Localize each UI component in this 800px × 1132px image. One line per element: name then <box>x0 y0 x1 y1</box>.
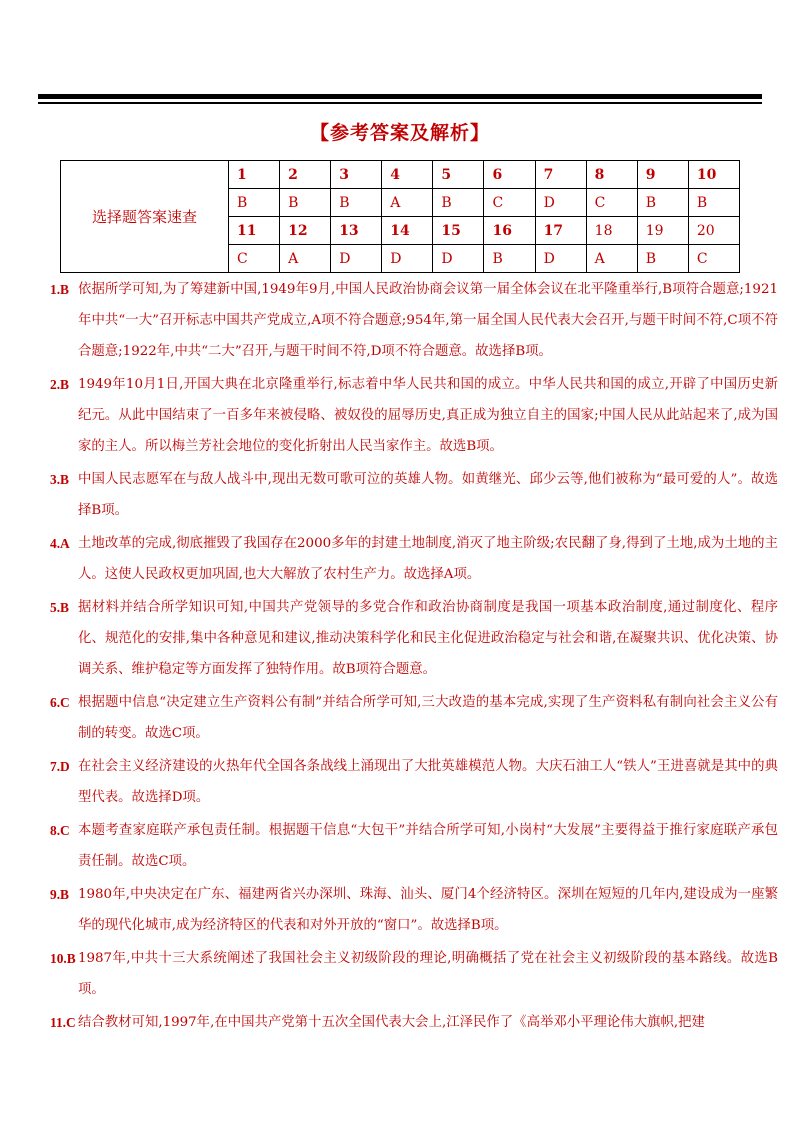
question-number: 16 <box>484 217 535 245</box>
explanation-item <box>50 751 778 813</box>
answer-table <box>60 160 740 273</box>
explanation-item <box>50 274 778 367</box>
answer-cell: B <box>280 189 331 217</box>
answer-cell: C <box>484 189 535 217</box>
explanation-number: 2.B <box>50 377 69 392</box>
explanation-number: 5.B <box>50 600 69 615</box>
answer-cell: D <box>382 245 433 273</box>
answer-table-row <box>61 161 740 189</box>
explanation-number: 4.A <box>50 536 70 551</box>
explanation-list <box>50 272 778 1038</box>
explanation-item <box>50 528 778 590</box>
question-number: 17 <box>535 217 586 245</box>
header-rule-thick <box>38 94 762 99</box>
explanation-text: 根据题中信息“决定建立生产资料公有制”并结合所学可知,三大改造的基本完成,实现了生产资料私有制向社会主义公有制的转变。故选C项。 <box>78 695 778 741</box>
explanation-text: 本题考查家庭联产承包责任制。根据题干信息“大包干”并结合所学可知,小岗村“大发展”主要得益于推行家庭联产承包责任制。故选C项。 <box>78 823 778 869</box>
explanation-text: 依据所学可知,为了筹建新中国,1949年9月,中国人民政治协商会议第一届全体会议在北平隆重举行,B项符合题意;1921年中共“一大”召开标志中国共产党成立,A项不符合题意;954年,第一届全国人民代表大会召开,与题干时间不符,C项不符合题意;1922年,中共“二大”召开,与题干时间不符,D项不符合题意。故选择B项。 <box>78 282 778 359</box>
explanation-text: 据材料并结合所学知识可知,中国共产党领导的多党合作和政治协商制度是我国一项基本政治制度,通过制度化、程序化、规范化的安排,集中各种意见和建议,推动决策科学化和民主化促进政治稳定与社会和谐,在凝聚共识、优化决策、协调关系、维护稳定等方面发挥了独特作用。故B项符合题意。 <box>78 600 778 677</box>
question-number: 13 <box>331 217 382 245</box>
explanation-item <box>50 592 778 685</box>
answer-cell: B <box>229 189 280 217</box>
explanation-number: 9.B <box>50 887 69 902</box>
answer-cell: C <box>586 189 637 217</box>
explanation-number: 10.B <box>50 951 76 966</box>
explanation-item <box>50 687 778 749</box>
explanation-item <box>50 815 778 877</box>
explanation-item <box>50 943 778 1005</box>
answer-cell: C <box>229 245 280 273</box>
question-number: 4 <box>382 161 433 189</box>
explanation-text: 中国人民志愿军在与敌人战斗中,现出无数可歌可泣的英雄人物。如黄继光、邱少云等,他们被称为“最可爱的人”。故选择B项。 <box>78 472 778 518</box>
question-number: 5 <box>433 161 484 189</box>
explanation-item <box>50 369 778 462</box>
explanation-number: 1.B <box>50 282 69 297</box>
explanation-text: 土地改革的完成,彻底摧毁了我国存在2000多年的封建土地制度,消灭了地主阶级;农民翻了身,得到了土地,成为土地的主人。这使人民政权更加巩固,也大大解放了农村生产力。故选择A项。 <box>78 536 778 582</box>
question-number: 2 <box>280 161 331 189</box>
explanation-text: 1987年,中共十三大系统阐述了我国社会主义初级阶段的理论,明确概括了党在社会主义初级阶段的基本路线。故选B项。 <box>78 951 778 997</box>
question-number: 15 <box>433 217 484 245</box>
question-number: 9 <box>637 161 688 189</box>
answer-cell: D <box>535 245 586 273</box>
explanation-item <box>50 879 778 941</box>
answer-cell: A <box>280 245 331 273</box>
explanation-number: 8.C <box>50 823 70 838</box>
answer-cell: A <box>382 189 433 217</box>
explanation-text: 结合教材可知,1997年,在中国共产党第十五次全国代表大会上,江泽民作了《高举邓小平理论伟大旗帜,把建 <box>78 1015 705 1030</box>
explanation-number: 3.B <box>50 472 69 487</box>
answer-cell: B <box>688 189 739 217</box>
answer-cell: D <box>331 245 382 273</box>
page-title: 【参考答案及解析】 <box>309 122 490 144</box>
explanation-number: 6.C <box>50 695 70 710</box>
question-number: 7 <box>535 161 586 189</box>
question-number: 8 <box>586 161 637 189</box>
explanation-number: 7.D <box>50 759 70 774</box>
question-number: 14 <box>382 217 433 245</box>
question-number: 11 <box>229 217 280 245</box>
question-number: 19 <box>637 217 688 245</box>
question-number: 1 <box>229 161 280 189</box>
answer-cell: D <box>433 245 484 273</box>
explanation-item <box>50 1007 778 1038</box>
answer-cell: B <box>637 245 688 273</box>
explanation-item <box>50 464 778 526</box>
explanation-text: 在社会主义经济建设的火热年代全国各条战线上涌现出了大批英雄模范人物。大庆石油工人“铁人”王进喜就是其中的典型代表。故选择D项。 <box>78 759 778 805</box>
answer-table-label: 选择题答案速查 <box>61 161 229 273</box>
question-number: 12 <box>280 217 331 245</box>
question-number: 3 <box>331 161 382 189</box>
explanation-text: 1980年,中央决定在广东、福建两省兴办深圳、珠海、汕头、厦门4个经济特区。深圳在短短的几年内,建设成为一座繁华的现代化城市,成为经济特区的代表和对外开放的“窗口”。故选择B项。 <box>78 887 778 933</box>
question-number: 20 <box>688 217 739 245</box>
answer-cell: C <box>688 245 739 273</box>
answer-cell: B <box>433 189 484 217</box>
answer-cell: B <box>637 189 688 217</box>
answer-cell: B <box>331 189 382 217</box>
answer-cell: B <box>484 245 535 273</box>
question-number: 10 <box>688 161 739 189</box>
answer-cell: A <box>586 245 637 273</box>
question-number: 18 <box>586 217 637 245</box>
explanation-number: 11.C <box>50 1015 76 1030</box>
question-number: 6 <box>484 161 535 189</box>
header-rule-thin <box>38 102 762 104</box>
answer-cell: D <box>535 189 586 217</box>
explanation-text: 1949年10月1日,开国大典在北京隆重举行,标志着中华人民共和国的成立。中华人民共和国的成立,开辟了中国历史新纪元。从此中国结束了一百多年来被侵略、被奴役的屈辱历史,真正成为独立自主的国家;中国人民从此站起来了,成为国家的主人。所以梅兰芳社会地位的变化折射出人民当家作主。故选B项。 <box>78 377 778 454</box>
